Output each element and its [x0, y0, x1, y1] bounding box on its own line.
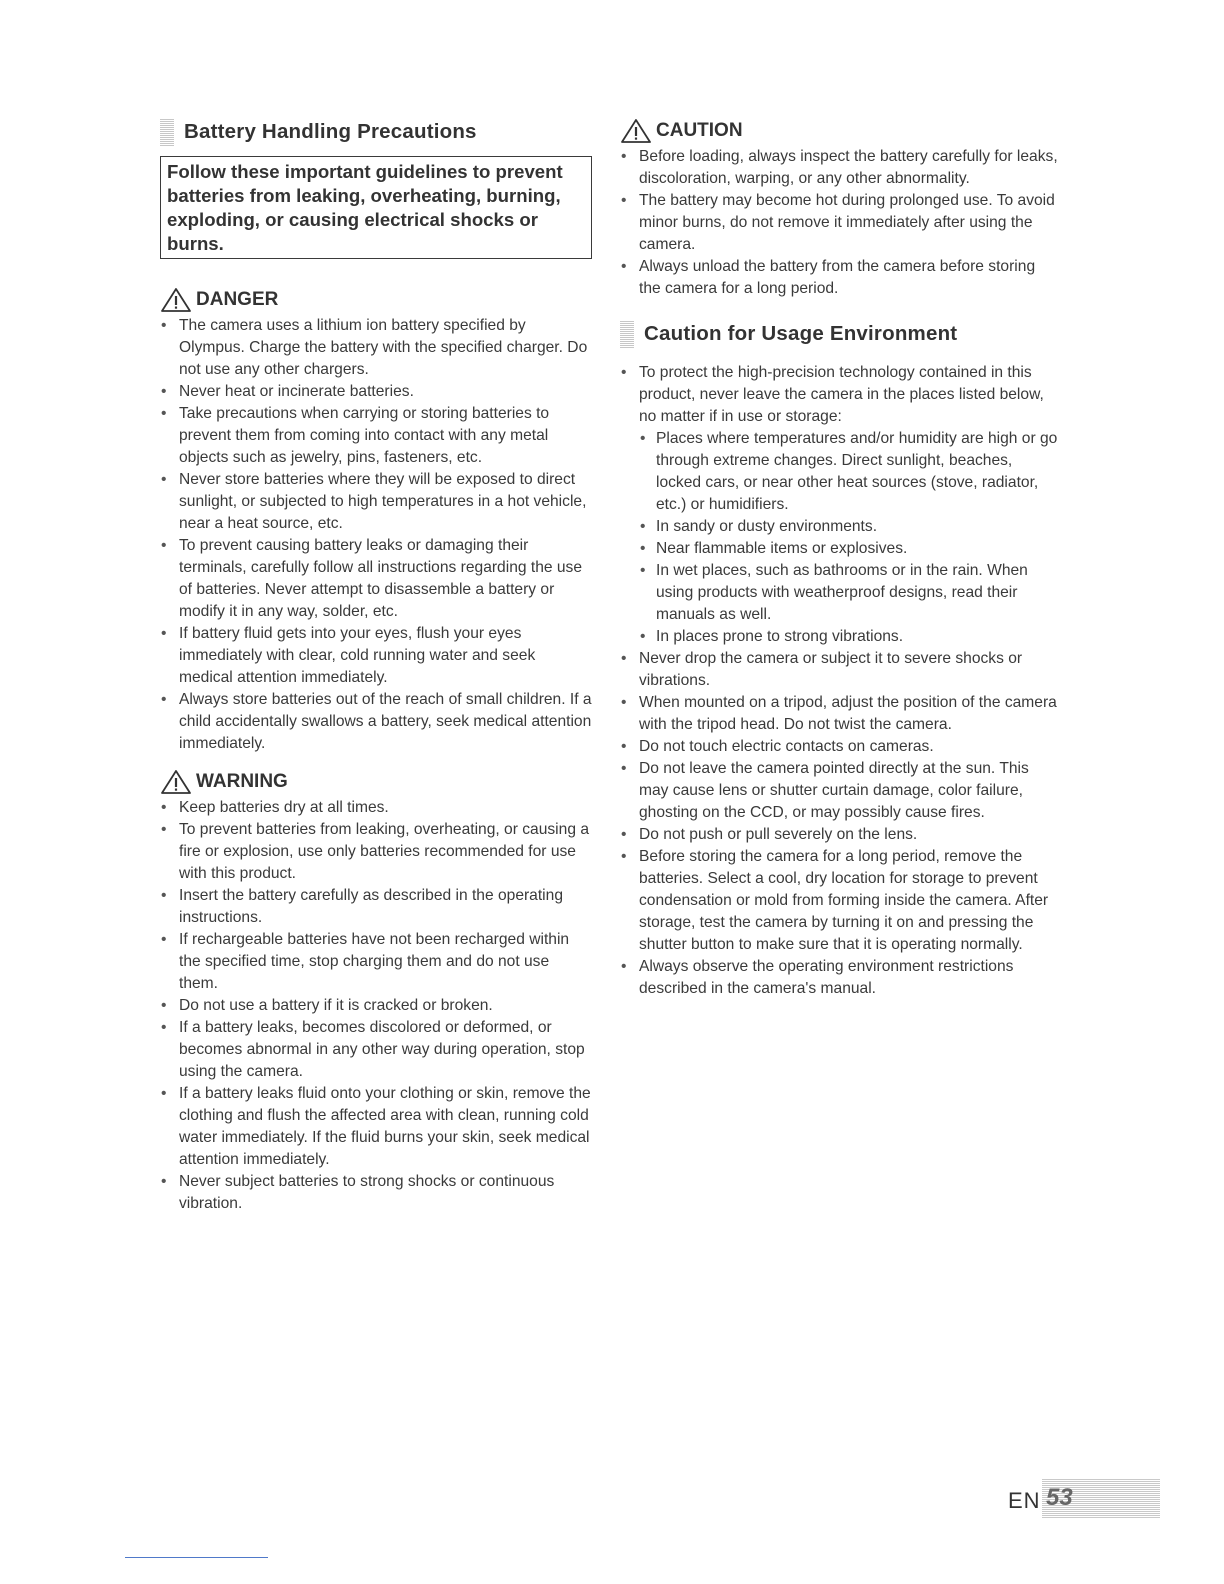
warning-list	[160, 797, 592, 1215]
list-item: • Never heat or incinerate batteries.	[160, 381, 592, 403]
list-item: • Never drop the camera or subject it to severe shocks or vibrations.	[620, 648, 1060, 692]
list-item: • Always observe the operating environment restrictions described in the camera's manual.	[620, 956, 1060, 1000]
list-item: • To prevent causing battery leaks or damaging their terminals, carefully follow all instructions regarding the use of batteries. Never attempt to disassemble a battery or modify it in any way, solder, etc.	[160, 535, 592, 623]
list-item: • Do not push or pull severely on the lens.	[620, 824, 1060, 846]
list-item: • Do not use a battery if it is cracked or broken.	[160, 995, 592, 1017]
danger-label: DANGER	[196, 289, 279, 310]
list-item: • When mounted on a tripod, adjust the position of the camera with the tripod head. Do not twist the camera.	[620, 692, 1060, 736]
list-item: • Near flammable items or explosives.	[639, 538, 1060, 560]
left-column	[160, 118, 592, 1215]
list-item: • In sandy or dusty environments.	[639, 516, 1060, 538]
list-item: • Do not touch electric contacts on cameras.	[620, 736, 1060, 758]
list-item: • The battery may become hot during prolonged use. To avoid minor burns, do not remove it immediately after using the camera.	[620, 190, 1060, 256]
list-item: • Always store batteries out of the reach of small children. If a child accidentally swallows a battery, seek medical attention immediately.	[160, 689, 592, 755]
section-title-usage	[620, 320, 1060, 348]
page-number: 53	[1046, 1484, 1073, 1511]
list-item: • Before loading, always inspect the battery carefully for leaks, discoloration, warping, or any other abnormality.	[620, 146, 1060, 190]
warning-triangle-icon	[160, 769, 192, 795]
right-column	[620, 118, 1060, 1000]
warning-heading	[160, 769, 592, 795]
list-item: • The camera uses a lithium ion battery specified by Olympus. Charge the battery with the specified charger. Do not use any other chargers.	[160, 315, 592, 381]
usage-title-text: Caution for Usage Environment	[644, 322, 958, 345]
caution-label: CAUTION	[656, 120, 743, 141]
section-marker-icon	[620, 320, 634, 348]
section-title-battery	[160, 118, 592, 146]
list-item: • Do not leave the camera pointed directly at the sun. This may cause lens or shutter curtain damage, color failure, ghosting on the CCD, or may possibly cause fires.	[620, 758, 1060, 824]
list-item: • In places prone to strong vibrations.	[639, 626, 1060, 648]
list-item: • If rechargeable batteries have not been recharged within the specified time, stop charging them and do not use them.	[160, 929, 592, 995]
list-item: • Never subject batteries to strong shocks or continuous vibration.	[160, 1171, 592, 1215]
list-item: • Before storing the camera for a long period, remove the batteries. Select a cool, dry location for storage to prevent condensation or mold from forming inside the camera. After storage, test the camera by turning it on and pressing the shutter button to make sure that it is operating normally.	[620, 846, 1060, 956]
section-marker-icon	[160, 118, 174, 146]
list-item	[620, 362, 1060, 648]
usage-list	[620, 362, 1060, 1000]
list-item: • If a battery leaks fluid onto your clothing or skin, remove the clothing and flush the affected area with clean, running cold water immediately. If the fluid burns your skin, seek medical attention immediately.	[160, 1083, 592, 1171]
list-item: • If battery fluid gets into your eyes, flush your eyes immediately with clear, cold running water and seek medical attention immediately.	[160, 623, 592, 689]
usage-intro: To protect the high-precision technology contained in this product, never leave the camera in the places listed below, no matter if in use or storage:	[639, 364, 1044, 425]
list-item: • Places where temperatures and/or humidity are high or go through extreme changes. Direct sunlight, beaches, locked cars, or near other heat sources (stove, radiator, etc.) or humidifiers.	[639, 428, 1060, 516]
caution-list	[620, 146, 1060, 300]
list-item: • If a battery leaks, becomes discolored or deformed, or becomes abnormal in any other way during operation, stop using the camera.	[160, 1017, 592, 1083]
danger-heading	[160, 287, 592, 313]
usage-places-list	[639, 428, 1060, 648]
list-item: • Always unload the battery from the camera before storing the camera for a long period.	[620, 256, 1060, 300]
danger-list	[160, 315, 592, 755]
warning-triangle-icon	[620, 118, 652, 144]
warning-triangle-icon	[160, 287, 192, 313]
page-number-badge	[1042, 1478, 1160, 1518]
list-item: • Keep batteries dry at all times.	[160, 797, 592, 819]
battery-title-text: Battery Handling Precautions	[184, 120, 477, 143]
list-item: • Never store batteries where they will be exposed to direct sunlight, or subjected to high temperatures in a hot vehicle, near a heat source, etc.	[160, 469, 592, 535]
footnote-rule	[125, 1557, 268, 1558]
warning-label: WARNING	[196, 771, 288, 792]
caution-heading	[620, 118, 1060, 144]
list-item: • Insert the battery carefully as described in the operating instructions.	[160, 885, 592, 929]
list-item: • To prevent batteries from leaking, overheating, or causing a fire or explosion, use only batteries recommended for use with this product.	[160, 819, 592, 885]
battery-notice-box: Follow these important guidelines to prevent batteries from leaking, overheating, burning, exploding, or causing electrical shocks or burns.	[160, 156, 592, 259]
list-item: • In wet places, such as bathrooms or in the rain. When using products with weatherproof designs, read their manuals as well.	[639, 560, 1060, 626]
footer-language: EN	[1008, 1488, 1041, 1513]
list-item: • Take precautions when carrying or storing batteries to prevent them from coming into contact with any metal objects such as jewelry, pins, fasteners, etc.	[160, 403, 592, 469]
